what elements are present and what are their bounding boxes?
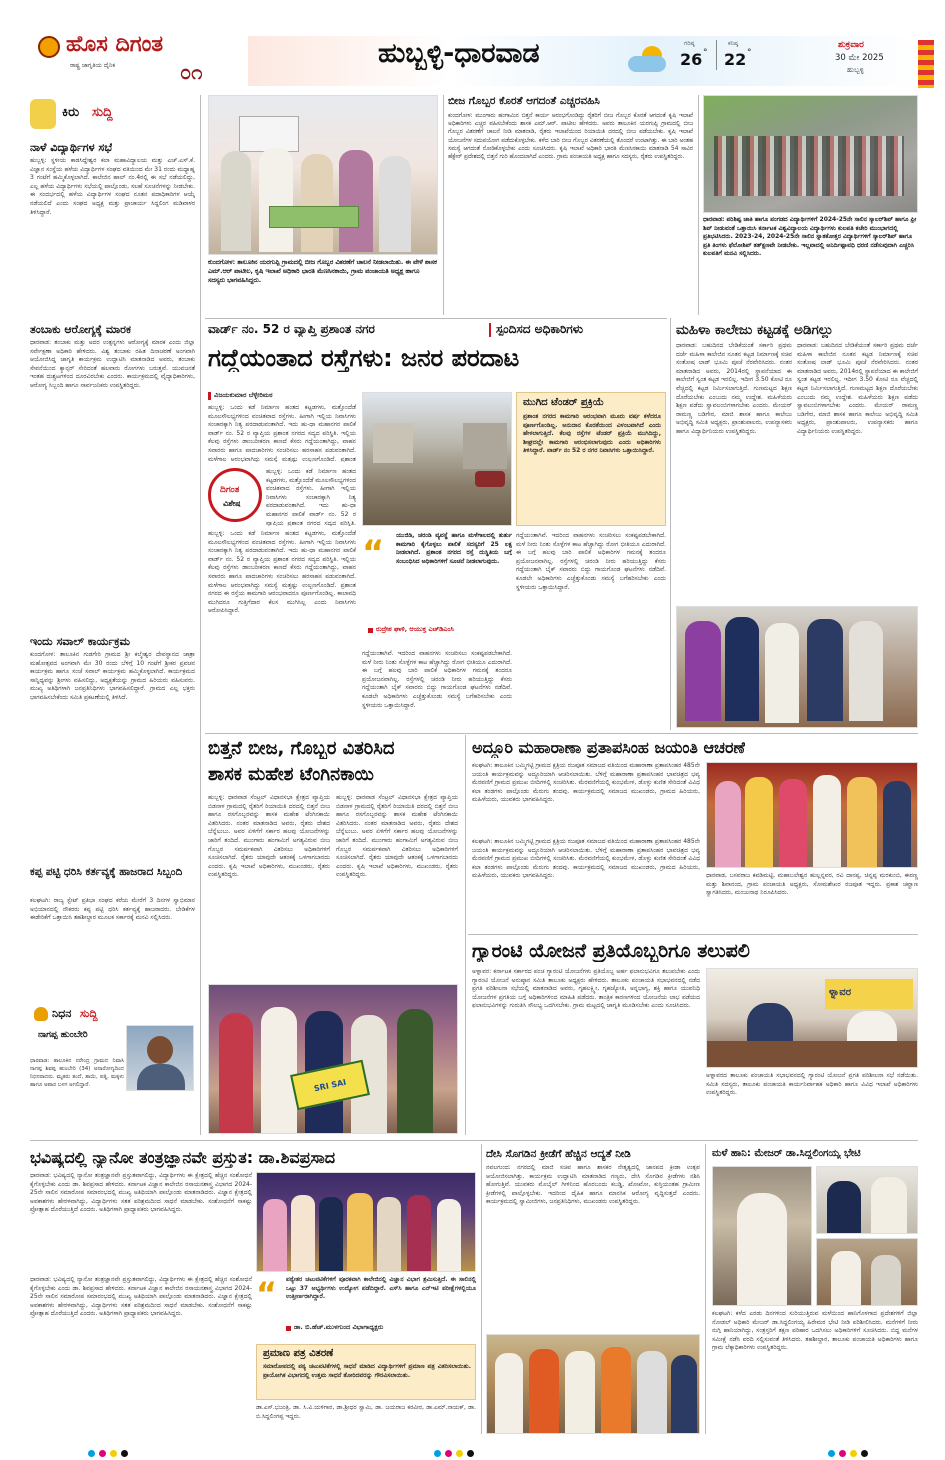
maharana-caption: ಧಾರವಾಡ, ಬಸವರಾಜ ಕವಡಿಮಟ್ಟಿ, ಮಹಾಬಲೇಶ್ವರ ಹುಲ್ಲನ್ನವರ, ರವಿ ದಾನಪ್ಪ, ಚಿನ್ನಪ್ಪ ಮರಕುಂಬಿ, ಈರಣ್ಣ ಮತ್ತು ಶಿವಾನಂದ, ಗ್ರಾಮ ಪಂಚಾಯತಿ ಅಧ್ಯಕ್ಷರು, ಸೋಮಶೇಖರ ರಜಪೂತ ಇದ್ದರು. ಪ್ರಕಾಶ ಚವ್ಹಾಣ ಸ್ವಾಗತಿಸಿದರು, ಮಂಜುನಾಥ ನಿರೂಪಿಸಿದರು. [706, 872, 918, 897]
temp-divider [716, 40, 717, 70]
obit-a: ನಿಧನ [52, 1007, 72, 1020]
page-number: ೦೧ [180, 60, 203, 84]
certificate-names: ಡಾ.ಎಸ್.ಭಜಂತ್ರಿ, ಡಾ. ಸಿ.ವಿ.ಯಳಿಗಾರ, ಡಾ.ಶ್ರೀಧರ ಸ್ವಾಮಿ, ಡಾ. ಜಯರಾಜ ಕರವೀರ, ಡಾ.ಎಮ್.ನಾಯಕ್, ಡಾ. ಬಿ.ಸಿದ್ದಲಿಂಗಪ್ಪ ಇದ್ದರು. [256, 1404, 476, 1420]
dot-black [121, 1450, 128, 1457]
quote-author-marker [368, 628, 373, 633]
dot-magenta [99, 1450, 106, 1457]
top-rule-2 [698, 95, 699, 315]
sports-photo [486, 1334, 700, 1434]
lead-top-rule [205, 318, 667, 319]
maharana-text: ಕಲಘಟಗಿ: ತಾಲೂಕಿನ ಬಮ್ಮಿಗಟ್ಟಿ ಗ್ರಾಮದ ಕ್ಷತ್ರಿಯ ರಜಪೂತ ಸಮಾಜದ ವತಿಯಿಂದ ಮಹಾರಾಣಾ ಪ್ರತಾಪಸಿಂಹರ 485ನೇ ಜಯಂತಿ ಕಾರ್ಯಕ್ರಮವನ್ನು ಅದ್ದೂರಿಯಾಗಿ ಆಚರಿಸಲಾಯಿತು. ಬೆಳಿಗ್ಗೆ ಮಹಾರಾಣಾ ಪ್ರತಾಪಸಿಂಹರ ಭಾವಚಿತ್ರದ ಭವ್ಯ ಮೆರವಣಿಗೆ ಗ್ರಾಮದ ಪ್ರಮುಖ ಬೀದಿಗಳಲ್ಲಿ ಸಂಚರಿಸಿತು. ಮೆರವಣಿಗೆಯಲ್ಲಿ ಕುಂಭಮೇಳ, ಡೊಳ್ಳು ಕುಣಿತ ಸೇರಿದಂತೆ ವಿವಿಧ ಕಲಾ ತಂಡಗಳು ಪಾಲ್ಗೊಂಡು ಮೆರುಗು ತಂದವು. ಕಾರ್ಯಕ್ರಮದಲ್ಲಿ ಸಮಾಜದ ಮುಖಂಡರು, ಗ್ರಾಮದ ಹಿರಿಯರು, ಮಹಿಳೆಯರು, ಯುವಕರು ಭಾಗವಹಿಸಿದ್ದರು. [472, 762, 700, 804]
issue-city: ಹುಬ್ಬಳ್ಳಿ [847, 66, 864, 74]
temp-max-label: ಗರಿಷ್ಠ [684, 40, 695, 47]
maharana-headline: ಅದ್ದೂರಿ ಮಹಾರಾಣಾ ಪ್ರತಾಪಸಿಂಹ ಜಯಂತಿ ಆಚರಣೆ [472, 738, 746, 757]
lead-quote-block [362, 532, 512, 642]
masthead [0, 0, 945, 88]
top-rule-1 [443, 95, 444, 315]
tender-box-title: ಮುಗಿದ ಟೆಂಡರ್ ಪ್ರಕ್ರಿಯೆ [523, 397, 604, 408]
college-foundation-photo [676, 606, 918, 728]
paper-name: ಹೊಸ ದಿಗಂತ [66, 32, 164, 57]
guarantee-top-rule [468, 934, 918, 935]
dot-yellow [110, 1450, 117, 1457]
sports-text: ನವಲಗುಂದ: ನಗರದಲ್ಲಿ ಮಾಜಿ ಸಚಿವ ಹಾಗೂ ಶಾಸಕರ ನೇತೃತ್ವದಲ್ಲಿ ಜಾನಪದ ಕ್ರೀಡಾ ಉತ್ಸವ ಆಯೋಜಿಸಲಾಗಿತ್ತು. ಕಾರ್ಯಕ್ರಮ ಉದ್ಘಾಟಿಸಿ ಮಾತನಾಡಿದ ಗಣ್ಯರು, ದೇಸಿ ಸೊಗಡಿನ ಕ್ರೀಡೆಗಳು ನಶಿಸಿ ಹೋಗುತ್ತಿವೆ. ಯುವಕರು ಮೊಬೈಲ್ ಗೀಳಿನಿಂದ ಹೊರಬಂದು ಕಬಡ್ಡಿ, ಖೋಖೋ, ಕುಸ್ತಿಯಂತಹ ಗ್ರಾಮೀಣ ಕ್ರೀಡೆಗಳಲ್ಲಿ ಪಾಲ್ಗೊಳ್ಳಬೇಕು. ಇದರಿಂದ ದೈಹಿಕ ಹಾಗೂ ಮಾನಸಿಕ ಆರೋಗ್ಯ ವೃದ್ಧಿಸುತ್ತದೆ ಎಂದರು. ಕಾರ್ಯಕ್ರಮದಲ್ಲಿ ಸ್ವಾಮೀಜಿಗಳು, ಜನಪ್ರತಿನಿಧಿಗಳು, ಮುಖಂಡರು ಉಪಸ್ಥಿತರಿದ್ದರು. [486, 1164, 700, 1206]
lead-col1-bottom: ಹುಬ್ಬಳ್ಳಿ: ಒಂದು ಕಡೆ ನಿರ್ಮಾಣ ಹಂತದ ಕಟ್ಟಡಗಳು, ಮತ್ತೊಂದೆಡೆ ಮೂಲಸೌಲಭ್ಯಗಳಿಂದ ವಂಚಿತವಾದ ರಸ್ತೆಗಳು. ಹೀಗಾಗಿ ಇಲ್ಲಿಯ ನಿವಾಸಿಗಳು ಸಂಚಾರಕ್ಕಾಗಿ ನಿತ್ಯ ಪರದಾಡುವಂತಾಗಿದೆ. ಇದು ಹು-ಧಾ ಮಹಾನಗರ ಪಾಲಿಕೆ ವಾರ್ಡ್ ನಂ. 52 ರ ವ್ಯಾಪ್ತಿಯ ಪ್ರಶಾಂತ ನಗರದ ಸದ್ಯದ ಪರಿಸ್ಥಿತಿ. ಇಲ್ಲಿಯ ಕೆಲವು ರಸ್ತೆಗಳು ಡಾಂಬರೀಕರಣ ಕಾಣದೆ ಕೆಸರು ಗದ್ದೆಯಂತಾಗಿದ್ದು, ವಾಹನ ಸವಾರರು ಹಾಗೂ ಪಾದಚಾರಿಗಳು ಸಂಚರಿಸಲು ಹರಸಾಹಸ ಪಡುವಂತಾಗಿದೆ. ಮಳೆಗಾಲ ಆರಂಭವಾಗಿದ್ದು ಸಮಸ್ಯೆ ಮತ್ತಷ್ಟು ಉಲ್ಬಣಗೊಂಡಿದೆ. ಪ್ರಶಾಂತ ನಗರದ ಈ ರಸ್ತೆಯ ಕಾಮಗಾರಿ ಆರಂಭವಾದರೂ ಪೂರ್ಣಗೊಂಡಿಲ್ಲ. ಕಾಲಾವಧಿ ಮುಗಿದರೂ ಗುತ್ತಿಗೆದಾರ ಕೆಲಸ ಮುಗಿಸಿಲ್ಲ ಎಂದು ನಿವಾಸಿಗಳು ಆರೋಪಿಸಿದ್ದಾರೆ. [208, 530, 356, 615]
dot-yellow [456, 1450, 463, 1457]
lead-kicker-divider [489, 323, 491, 337]
nano-text-col1: ಧಾರವಾಡ: ಭವಿಷ್ಯದಲ್ಲಿ ನ್ಯಾನೋ ತಂತ್ರಜ್ಞಾನವೇ ಪ್ರಸ್ತುತವಾಗಲಿದ್ದು, ವಿದ್ಯಾರ್ಥಿಗಳು ಈ ಕ್ಷೇತ್ರದಲ್ಲಿ ಹೆಚ್ಚಿನ ಸಂಶೋಧನೆ ಕೈಗೊಳ್ಳಬೇಕು ಎಂದು ಡಾ. ಶಿವಪ್ರಸಾದ ಹೇಳಿದರು. ಕರ್ನಾಟಕ ವಿಜ್ಞಾನ ಕಾಲೇಜಿನ ರಸಾಯನಶಾಸ್ತ್ರ ವಿಭಾಗದ 2024-25ನೇ ಸಾಲಿನ ಸಮಾರೋಪ ಸಮಾರಂಭದಲ್ಲಿ ಮುಖ್ಯ ಅತಿಥಿಯಾಗಿ ಪಾಲ್ಗೊಂಡು ಮಾತನಾಡಿದರು. ವಿಜ್ಞಾನ ಕ್ಷೇತ್ರದಲ್ಲಿ ಅವಕಾಶಗಳು ಹೇರಳವಾಗಿದ್ದು, ವಿದ್ಯಾರ್ಥಿಗಳು ಸತತ ಪರಿಶ್ರಮದಿಂದ ಸಾಧನೆ ಮಾಡಬೇಕು. ಸಂಶೋಧನೆಗೆ ಸಾಕಷ್ಟು ಪ್ರೋತ್ಸಾಹ ದೊರೆಯುತ್ತಿದೆ ಎಂದರು. ಅತಿಥಿಗಳಾಗಿ ಪ್ರಾಧ್ಯಾಪಕರು ಭಾಗವಹಿಸಿದ್ದರು. [30, 1172, 252, 1214]
weather-cloud-icon [628, 46, 666, 72]
masthead-logo-block [30, 32, 250, 84]
brief-4-heading: ಕಪ್ಪ ಪಟ್ಟಿ ಧರಿಸಿ ಕರ್ತವ್ಯಕ್ಕೆ ಹಾಜರಾದ ಸಿಬ್ಬಂದಿ [30, 866, 183, 878]
edition-title: ಹುಬ್ಬಳ್ಳಿ-ಧಾರವಾಡ [378, 38, 540, 69]
seed-distribution-photo [208, 95, 438, 255]
temp-min-label: ಕನಿಷ್ಠ [728, 40, 739, 47]
brief-3-heading: ಇಂದು ಸವಾಲ್ ಕಾರ್ಯಕ್ರಮ [30, 635, 130, 648]
obit-photo [126, 1025, 194, 1091]
seed-story-headline-1: ಬಿತ್ತನೆ ಬೀಜ, ಗೊಬ್ಬರ ವಿತರಿಸಿದ [208, 738, 395, 759]
bottom-rule-2 [481, 1144, 482, 1434]
temp-max-value: 26 [680, 50, 703, 69]
tender-box-text: ಪ್ರಶಾಂತ ನಗರದ ಕಾಮಗಾರಿ ಆರಂಭವಾಗಿ ಮೂರು ವರ್ಷ ಕಳೆದರೂ ಪೂರ್ಣಗೊಂಡಿಲ್ಲ. ಅನುದಾನ ಕೊರತೆಯಿಂದ ವಿಳಂಬವಾಗಿದೆ ಎಂದು ಹೇಳಲಾಗುತ್ತಿದೆ. ಕೆಲವು ರಸ್ತೆಗಳ ಟೆಂಡರ್ ಪ್ರಕ್ರಿಯೆ ಮುಗಿದಿದ್ದು, ಶೀಘ್ರದಲ್ಲೇ ಕಾಮಗಾರಿ ಆರಂಭಿಸಲಾಗುವುದು ಎಂದು ಅಧಿಕಾರಿಗಳು ತಿಳಿಸಿದ್ದಾರೆ. ವಾರ್ಡ್ ನಂ 52 ರ ನಗರ ನಿವಾಸಿಗಳು ಒತ್ತಾಯಿಸಿದ್ದಾರೆ. [523, 413, 661, 455]
protest-caption: ಧಾರವಾಡ: ಪರಿಶಿಷ್ಟ ಜಾತಿ ಹಾಗೂ ಪಂಗಡದ ವಿದ್ಯಾರ್ಥಿಗಳಿಗೆ 2024-25ನೇ ಸಾಲಿನ ಸ್ಕಾಲರ್‌ಶಿಪ್ ಹಾಗೂ ಫ್ರೀ ಶಿಪ್ ನೀಡುವಂತೆ ಒತ್ತಾಯಿಸಿ ಕರ್ನಾಟಕ ವಿಶ್ವವಿದ್ಯಾಲಯ ವಿದ್ಯಾರ್ಥಿಗಳು ಕುಲಪತಿ ಕಚೇರಿ ಮುಂಭಾಗದಲ್ಲಿ ಪ್ರತಿಭಟಿಸಿದರು. 2023-24, 2024-25ನೇ ಸಾಲಿನ ಸ್ನಾತಕೋತ್ತರ ವಿದ್ಯಾರ್ಥಿಗಳಿಗೆ ಸ್ಕಾಲರ್‌ಶಿಪ್ ಹಾಗೂ ಪ್ರತಿ ತಿಂಗಳು ಫೆಲೋಶಿಪ್ ತತ್ಕ್ಷಣವೇ ನೀಡಬೇಕು. ಇಲ್ಲವಾದಲ್ಲಿ ಅನಿರ್ದಿಷ್ಟಾವಧಿ ಧರಣಿ ನಡೆಸುವುದಾಗಿ ಎಚ್ಚರಿಸಿ ಕುಲಪತಿಗೆ ಮನವಿ ಸಲ್ಲಿಸಿದರು. [703, 216, 917, 258]
brief-4-text: ಕಲಘಟಗಿ: ರಾಜ್ಯ ಸ್ಟೇಟ್ ಪ್ರತಿಭಾ ಸಂಘದ ಕರೆಯ ಮೇರೆಗೆ 3 ದಿನಗಳ ಸ್ವಾಭಿಮಾನ ಅಭಿಯಾನದಲ್ಲಿ ನೌಕರರು ಕಪ್ಪ ಪಟ್ಟಿ ಧರಿಸಿ ಕರ್ತವ್ಯಕ್ಕೆ ಹಾಜರಾದರು. ಬೇಡಿಕೆಗಳ ಈಡೇರಿಕೆಗೆ ಒತ್ತಾಯಿಸಿ ತಹಶೀಲ್ದಾರ ಮೂಲಕ ಸರ್ಕಾರಕ್ಕೆ ಮನವಿ ಸಲ್ಲಿಸಿದರು. [30, 897, 195, 922]
lead-byline-icon [208, 392, 211, 400]
issue-date: 30 ಮೇ 2025 [835, 53, 884, 63]
dot-cyan [434, 1450, 441, 1457]
brief-2-text: ಧಾರವಾಡ: ತಂಬಾಕು ಮತ್ತು ಅದರ ಉತ್ಪನ್ನಗಳು ಆರೋಗ್ಯಕ್ಕೆ ಮಾರಕ ಎಂದು ಜಿಲ್ಲಾ ಸರ್ವೇಕ್ಷಣಾ ಅಧಿಕಾರಿ ಹೇಳಿದರು. ವಿಶ್ವ ತಂಬಾಕು ರಹಿತ ದಿನಾಚರಣೆ ಅಂಗವಾಗಿ ಆಯೋಜಿಸಿದ್ದ ಜಾಗೃತಿ ಕಾರ್ಯಕ್ರಮ ಉದ್ಘಾಟಿಸಿ ಮಾತನಾಡಿದ ಅವರು, ತಂಬಾಕು ಸೇವನೆಯಿಂದ ಕ್ಯಾನ್ಸರ್ ಸೇರಿದಂತೆ ಹಲವಾರು ರೋಗಗಳು ಬರುತ್ತವೆ. ಯುವಜನತೆ ಇಂತಹ ದುಶ್ಚಟಗಳಿಂದ ದೂರವಿರಬೇಕು ಎಂದರು. ಕಾರ್ಯಕ್ರಮದಲ್ಲಿ ವೈದ್ಯಾಧಿಕಾರಿಗಳು, ಆರೋಗ್ಯ ಸಿಬ್ಬಂದಿ ಹಾಗೂ ಸಾರ್ವಜನಿಕರು ಉಪಸ್ಥಿತರಿದ್ದರು. [30, 339, 195, 389]
dot-black [467, 1450, 474, 1457]
lamp-icon [34, 1007, 48, 1021]
temp-min-value: 22 [724, 50, 747, 69]
seed-story-headline-2: ಶಾಸಕ ಮಹೇಶ ಟೆಂಗಿನಕಾಯಿ [208, 764, 374, 785]
guarantee-text-col1: ಅಳ್ನಾವರ: ಕರ್ನಾಟಕ ಸರ್ಕಾರದ ಪಂಚ ಗ್ಯಾರಂಟಿ ಯೋಜನೆಗಳು ಪ್ರತಿಯೊಬ್ಬ ಅರ್ಹ ಫಲಾನುಭವಿಗೂ ತಲುಪಬೇಕು ಎಂದು ಗ್ಯಾರಂಟಿ ಯೋಜನೆ ಅನುಷ್ಠಾನ ಸಮಿತಿ ತಾಲೂಕು ಅಧ್ಯಕ್ಷರು ಹೇಳಿದರು. ತಾಲೂಕು ಪಂಚಾಯತಿ ಸಭಾಭವನದಲ್ಲಿ ನಡೆದ ಪ್ರಗತಿ ಪರಿಶೀಲನಾ ಸಭೆಯಲ್ಲಿ ಮಾತನಾಡಿದ ಅವರು, ಗೃಹಲಕ್ಷ್ಮೀ, ಗೃಹಜ್ಯೋತಿ, ಅನ್ನಭಾಗ್ಯ, ಶಕ್ತಿ ಹಾಗೂ ಯುವನಿಧಿ ಯೋಜನೆಗಳ ಪ್ರಗತಿಯ ಬಗ್ಗೆ ಅಧಿಕಾರಿಗಳಿಂದ ಮಾಹಿತಿ ಪಡೆದರು. ತಾಂತ್ರಿಕ ಕಾರಣಗಳಿಂದ ಯೋಜನೆಯ ಲಾಭ ಪಡೆಯದ ಫಲಾನುಭವಿಗಳನ್ನು ಗುರುತಿಸಿ ಸೌಲಭ್ಯ ಒದಗಿಸಬೇಕು. ಗ್ರಾಮ ಮಟ್ಟದಲ್ಲಿ ಜಾಗೃತಿ ಮೂಡಿಸಬೇಕು ಎಂದು ಸೂಚಿಸಿದರು. [472, 968, 700, 1010]
logo-emblem-icon [38, 36, 60, 58]
lead-headline: ಗದ್ದೆಯಂತಾದ ರಸ್ತೆಗಳು: ಜನರ ಪರದಾಟ [208, 344, 520, 372]
college-text-col2: ಧಾರವಾಡ: ಬಹುದಿನದ ಬೇಡಿಕೆಯಂತೆ ಸರ್ಕಾರಿ ಪ್ರಥಮ ದರ್ಜೆ ಮಹಿಳಾ ಕಾಲೇಜಿನ ನೂತನ ಕಟ್ಟಡ ನಿರ್ಮಾಣಕ್ಕೆ ಸಚಿವ ಸಂತೋಷ ಲಾಡ್ ಭೂಮಿ ಪೂಜೆ ನೆರವೇರಿಸಿದರು. ನಂತರ ಮಾತನಾಡಿದ ಅವರು, 2014ರಲ್ಲಿ ಸ್ಥಾಪನೆಯಾದ ಈ ಕಾಲೇಜಿಗೆ ಸ್ವಂತ ಕಟ್ಟಡ ಇರಲಿಲ್ಲ. ಇದೀಗ 3.50 ಕೋಟಿ ರೂ ವೆಚ್ಚದಲ್ಲಿ ಕಟ್ಟಡ ನಿರ್ಮಿಸಲಾಗುತ್ತಿದೆ. ಗುಣಮಟ್ಟದ ಶಿಕ್ಷಣ ದೊರೆಯಬೇಕು ಎಂಬುದು ನಮ್ಮ ಉದ್ದೇಶ. ಮಹಿಳೆಯರು ಶಿಕ್ಷಣ ಪಡೆದು ಸ್ವಾವಲಂಬಿಗಳಾಗಬೇಕು ಎಂದರು. ಮೇಯರ್ ರಾಮಣ್ಣ ಬಡಿಗೇರ, ಮಾಜಿ ಶಾಸಕ ಹಾಗೂ ಕಾಲೇಜು ಅಭಿವೃದ್ಧಿ ಸಮಿತಿ ಅಧ್ಯಕ್ಷರು, ಪ್ರಾಂಶುಪಾಲರು, ಉಪನ್ಯಾಸಕರು ಹಾಗೂ ವಿದ್ಯಾರ್ಥಿನಿಯರು ಉಪಸ್ಥಿತರಿದ್ದರು. [797, 342, 918, 435]
brief-2-heading: ತಂಬಾಕು ಆರೋಗ್ಯಕ್ಕೆ ಮಾರಕ [30, 323, 131, 336]
kiru-suddi-b: ಸುದ್ದಿ [92, 105, 113, 120]
college-headline: ಮಹಿಳಾ ಕಾಲೇಜು ಕಟ್ಟಡಕ್ಕೆ ಅಡಿಗಲ್ಲು [676, 322, 834, 338]
lead-byline: ವಿಜಯಕುಮಾರ ಬೆಳ್ಳೇರಿಮಠ [214, 391, 273, 399]
bottom-band-rule [30, 1140, 918, 1141]
nano-text-col1b: ಧಾರವಾಡ: ಭವಿಷ್ಯದಲ್ಲಿ ನ್ಯಾನೋ ತಂತ್ರಜ್ಞಾನವೇ ಪ್ರಸ್ತುತವಾಗಲಿದ್ದು, ವಿದ್ಯಾರ್ಥಿಗಳು ಈ ಕ್ಷೇತ್ರದಲ್ಲಿ ಹೆಚ್ಚಿನ ಸಂಶೋಧನೆ ಕೈಗೊಳ್ಳಬೇಕು ಎಂದು ಡಾ. ಶಿವಪ್ರಸಾದ ಹೇಳಿದರು. ಕರ್ನಾಟಕ ವಿಜ್ಞಾನ ಕಾಲೇಜಿನ ರಸಾಯನಶಾಸ್ತ್ರ ವಿಭಾಗದ 2024-25ನೇ ಸಾಲಿನ ಸಮಾರೋಪ ಸಮಾರಂಭದಲ್ಲಿ ಮುಖ್ಯ ಅತಿಥಿಯಾಗಿ ಪಾಲ್ಗೊಂಡು ಮಾತನಾಡಿದರು. ವಿಜ್ಞಾನ ಕ್ಷೇತ್ರದಲ್ಲಿ ಅವಕಾಶಗಳು ಹೇರಳವಾಗಿದ್ದು, ವಿದ್ಯಾರ್ಥಿಗಳು ಸತತ ಪರಿಶ್ರಮದಿಂದ ಸಾಧನೆ ಮಾಡಬೇಕು. ಸಂಶೋಧನೆಗೆ ಸಾಕಷ್ಟು ಪ್ರೋತ್ಸಾಹ ದೊರೆಯುತ್ತಿದೆ ಎಂದರು. ಅತಿಥಿಗಳಾಗಿ ಪ್ರಾಧ್ಯಾಪಕರು ಭಾಗವಹಿಸಿದ್ದರು. [30, 1276, 252, 1318]
guarantee-banner-text: ಳ್ನಾವರ [829, 987, 852, 998]
rain-headline: ಮಳೆ ಹಾನಿ: ಮೇಜರ್ ಡಾ.ಸಿದ್ದಲಿಂಗಯ್ಯ ಭೇಟಿ [712, 1148, 861, 1159]
nano-photo [256, 1172, 476, 1272]
dot-yellow [850, 1450, 857, 1457]
college-text-col1: ಧಾರವಾಡ: ಬಹುದಿನದ ಬೇಡಿಕೆಯಂತೆ ಸರ್ಕಾರಿ ಪ್ರಥಮ ದರ್ಜೆ ಮಹಿಳಾ ಕಾಲೇಜಿನ ನೂತನ ಕಟ್ಟಡ ನಿರ್ಮಾಣಕ್ಕೆ ಸಚಿವ ಸಂತೋಷ ಲಾಡ್ ಭೂಮಿ ಪೂಜೆ ನೆರವೇರಿಸಿದರು. ನಂತರ ಮಾತನಾಡಿದ ಅವರು, 2014ರಲ್ಲಿ ಸ್ಥಾಪನೆಯಾದ ಈ ಕಾಲೇಜಿಗೆ ಸ್ವಂತ ಕಟ್ಟಡ ಇರಲಿಲ್ಲ. ಇದೀಗ 3.50 ಕೋಟಿ ರೂ ವೆಚ್ಚದಲ್ಲಿ ಕಟ್ಟಡ ನಿರ್ಮಿಸಲಾಗುತ್ತಿದೆ. ಗುಣಮಟ್ಟದ ಶಿಕ್ಷಣ ದೊರೆಯಬೇಕು ಎಂಬುದು ನಮ್ಮ ಉದ್ದೇಶ. ಮಹಿಳೆಯರು ಶಿಕ್ಷಣ ಪಡೆದು ಸ್ವಾವಲಂಬಿಗಳಾಗಬೇಕು ಎಂದರು. ಮೇಯರ್ ರಾಮಣ್ಣ ಬಡಿಗೇರ, ಮಾಜಿ ಶಾಸಕ ಹಾಗೂ ಕಾಲೇಜು ಅಭಿವೃದ್ಧಿ ಸಮಿತಿ ಅಧ್ಯಕ್ಷರು, ಪ್ರಾಂಶುಪಾಲರು, ಉಪನ್ಯಾಸಕರು ಹಾಗೂ ವಿದ್ಯಾರ್ಥಿನಿಯರು ಉಪಸ್ಥಿತರಿದ್ದರು. [676, 342, 792, 435]
nano-quote-block [256, 1276, 476, 1340]
dot-cyan [828, 1450, 835, 1457]
lead-col2-bottom: ಗದ್ದೆಯಂತಾಗಿವೆ. ಇದರಿಂದ ವಾಹನಗಳು ಸಂಚರಿಸಲು ಸಂಕಷ್ಟಪಡಬೇಕಾಗಿದೆ. ಮಳೆ ನೀರು ನಿಂತು ಸೊಳ್ಳೆಗಳ ಕಾಟ ಹೆಚ್ಚಾಗಿದ್ದು ರೋಗ ಭೀತಿಯೂ ಎದುರಾಗಿದೆ. ಈ ಬಗ್ಗೆ ಹಲವು ಬಾರಿ ಪಾಲಿಕೆ ಅಧಿಕಾರಿಗಳ ಗಮನಕ್ಕೆ ತಂದರೂ ಪ್ರಯೋಜನವಾಗಿಲ್ಲ. ರಸ್ತೆಗಳಲ್ಲಿ ಚರಂಡಿ ನೀರು ಹರಿಯುತ್ತಿದ್ದು ಕೆಸರು ಗದ್ದೆಯಂತಾಗಿ ಬೈಕ್ ಸವಾರರು ಬಿದ್ದು ಗಾಯಗೊಂಡ ಘಟನೆಗಳು ನಡೆದಿವೆ. ಕೂಡಲೇ ಅಧಿಕಾರಿಗಳು ಎಚ್ಚೆತ್ತುಕೊಂಡು ಸಮಸ್ಯೆ ಬಗೆಹರಿಸಬೇಕು ಎಂದು ಸ್ಥಳೀಯರು ಒತ್ತಾಯಿಸಿದ್ದಾರೆ. [362, 650, 512, 709]
rain-text: ಕಲಘಟಗಿ: ಕಳೆದ ಎರಡು ದಿನಗಳಿಂದ ಸುರಿಯುತ್ತಿರುವ ಮಳೆಯಿಂದ ಹಾನಿಗೊಳಗಾದ ಪ್ರದೇಶಗಳಿಗೆ ಜಿಲ್ಲಾ ನೋಡಲ್ ಅಧಿಕಾರಿ ಮೇಜರ್ ಡಾ.ಸಿದ್ದಲಿಂಗಯ್ಯ ಹಿರೇಮಠ ಭೇಟಿ ನೀಡಿ ಪರಿಶೀಲಿಸಿದರು. ಮನೆಗಳಿಗೆ ನೀರು ನುಗ್ಗಿ ಹಾನಿಯಾಗಿದ್ದು, ಸಂತ್ರಸ್ತರಿಗೆ ತಕ್ಷಣ ಪರಿಹಾರ ಒದಗಿಸಲು ಅಧಿಕಾರಿಗಳಿಗೆ ಸೂಚಿಸಿದರು. ಬಿದ್ದ ಮನೆಗಳ ಸಮೀಕ್ಷೆ ನಡೆಸಿ ವರದಿ ಸಲ್ಲಿಸುವಂತೆ ತಿಳಿಸಿದರು. ತಹಶೀಲ್ದಾರ, ತಾಲೂಕು ಪಂಚಾಯತಿ ಅಧಿಕಾರಿಗಳು ಹಾಗೂ ಗ್ರಾಮ ಲೆಕ್ಕಾಧಿಕಾರಿಗಳು ಉಪಸ್ಥಿತರಿದ್ದರು. [712, 1310, 918, 1352]
left-column-rule [200, 95, 201, 1135]
obit-text: ಧಾರವಾಡ: ತಾಲೂಕಿನ ನರೇಂದ್ರ ಗ್ರಾಮದ ನಿವಾಸಿ ನಾಗಪ್ಪ ಶಿವಪ್ಪ ಹುಂಬೇರಿ (34) ಅನಾರೋಗ್ಯದಿಂದ ನಿಧನರಾದರು. ಮೃತರು ತಂದೆ, ತಾಯಿ, ಪತ್ನಿ, ಮಕ್ಕಳು ಹಾಗೂ ಅಪಾರ ಬಳಗ ಅಗಲಿದ್ದಾರೆ. [30, 1058, 124, 1088]
kiru-suddi-header [30, 95, 195, 135]
obit-b: ಸುದ್ದಿ [80, 1007, 98, 1020]
nano-headline: ಭವಿಷ್ಯದಲ್ಲಿ ನ್ಯಾನೋ ತಂತ್ರಜ್ಞಾನವೇ ಪ್ರಸ್ತುತ: ಡಾ.ಶಿವಪ್ರಸಾದ [30, 1148, 336, 1167]
bottom-rule-3 [705, 1144, 706, 1434]
masthead-band [248, 36, 918, 86]
print-registration-dots-mid [432, 1442, 476, 1460]
seed-warning-text: ಕುಂದಗೋಳ: ಮುಂಗಾರು ಹಂಗಾಮಿನ ಬಿತ್ತನೆ ಕಾರ್ಯ ಆರಂಭಗೊಂಡಿದ್ದು ರೈತರಿಗೆ ಬೀಜ ಗೊಬ್ಬರ ಕೊರತೆ ಆಗದಂತೆ ಕೃಷಿ ಇಲಾಖೆ ಅಧಿಕಾರಿಗಳು ಎಚ್ಚರ ವಹಿಸಬೇಕೆಂದು ಶಾಸಕ ಎಮ್.ಆರ್. ಪಾಟೀಲ ಹೇಳಿದರು. ಅವರು ತಾಲೂಕಿನ ಯರಗುಪ್ಪಿ ಗ್ರಾಮದಲ್ಲಿ ಬೀಜ ಗೊಬ್ಬರ ವಿತರಣೆಗೆ ಚಾಲನೆ ನೀಡಿ ಮಾತನಾಡಿ, ರೈತರು ಇಲಾಖೆಯಿಂದ ರಿಯಾಯಿತಿ ದರದಲ್ಲಿ ಬೀಜ ಪಡೆಯಬೇಕು. ಕೃಷಿ ಇಲಾಖೆ ಯೋಜನೆಗಳ ಸದುಪಯೋಗ ಪಡೆದುಕೊಳ್ಳಬೇಕು. ಕಳೆದ ಬಾರಿ ಬೀಜ ಗೊಬ್ಬರ ವಿತರಣೆಯಲ್ಲಿ ತೊಂದರೆ ಉಂಟಾಗಿತ್ತು. ಈ ಬಾರಿ ಅಂತಹ ಸಮಸ್ಯೆ ಆಗದಂತೆ ನೋಡಿಕೊಳ್ಳಬೇಕು ಎಂದು ಸೂಚಿಸಿದರು. ಕೃಷಿ ಇಲಾಖೆ ಅಧಿಕಾರಿ ಭಾರತಿ ಮೆಣಸಿನಕಾಯಿ ಮಾತನಾಡಿ 54 ಸಾವಿರ ಹೆಕ್ಟೇರ್ ಪ್ರದೇಶದಲ್ಲಿ ಬಿತ್ತನೆ ಗುರಿ ಹೊಂದಲಾಗಿದೆ ಎಂದರು. ಗ್ರಾಮ ಪಂಚಾಯತಿ ಅಧ್ಯಕ್ಷ ಹಾಗೂ ಸದಸ್ಯರು, ರೈತರು ಉಪಸ್ಥಿತರಿದ್ದರು. [448, 113, 693, 161]
obituary-header [30, 1003, 195, 1025]
issue-day: ಶುಕ್ರವಾರ [838, 40, 864, 50]
rain-photo-2 [816, 1166, 918, 1234]
brief-1-text: ಹುಬ್ಬಳ್ಳಿ: ಸ್ಥಳೀಯ ಕಾಡಸಿದ್ದೇಶ್ವರ ಕಲಾ ಮಹಾವಿದ್ಯಾಲಯ ಮತ್ತು ಎಚ್.ಎಸ್.ಕೆ. ವಿಜ್ಞಾನ ಸಂಸ್ಥೆಯ ಹಳೆಯ ವಿದ್ಯಾರ್ಥಿಗಳ ಸಂಘದ ವತಿಯಿಂದ ಮೇ 31 ರಂದು ಮಧ್ಯಾಹ್ನ 3 ಗಂಟೆಗೆ ಹಮ್ಮಿಕೊಳ್ಳಲಾಗಿದೆ. ಕಾಲೇಜಿನ ಹಾಲ್ ನಂ.4ರಲ್ಲಿ ಈ ಸಭೆ ನಡೆಯಲಿದ್ದು, ಎಲ್ಲ ಹಳೆಯ ವಿದ್ಯಾರ್ಥಿಗಳು ಸಭೆಯಲ್ಲಿ ಪಾಲ್ಗೊಂಡು, ಸಲಹೆ ಸೂಚನೆಗಳನ್ನು ನೀಡಬೇಕು. ಈ ಸಂದರ್ಭದಲ್ಲಿ ಹಳೆಯ ವಿದ್ಯಾರ್ಥಿಗಳ ಸಂಘದ ನೂತನ ಪದಾಧಿಕಾರಿಗಳ ಆಯ್ಕೆ ನಡೆಯಲಿದೆ ಎಂದು ಸಂಘದ ಅಧ್ಯಕ್ಷ ಮತ್ತು ಪ್ರಾಚಾರ್ಯ ಸಿದ್ದಲಿಂಗ ಮಡಿವಾಳರ ತಿಳಿಸಿದ್ದಾರೆ. [30, 157, 195, 216]
guarantee-headline: ಗ್ಯಾರಂಟಿ ಯೋಜನೆ ಪ್ರತಿಯೊಬ್ಬರಿಗೂ ತಲುಪಲಿ [472, 940, 750, 962]
stamp-b: ವಿಶೇಷ [223, 499, 241, 508]
lead-col1-top: ಹುಬ್ಬಳ್ಳಿ: ಒಂದು ಕಡೆ ನಿರ್ಮಾಣ ಹಂತದ ಕಟ್ಟಡಗಳು, ಮತ್ತೊಂದೆಡೆ ಮೂಲಸೌಲಭ್ಯಗಳಿಂದ ವಂಚಿತವಾದ ರಸ್ತೆಗಳು. ಹೀಗಾಗಿ ಇಲ್ಲಿಯ ನಿವಾಸಿಗಳು ಸಂಚಾರಕ್ಕಾಗಿ ನಿತ್ಯ ಪರದಾಡುವಂತಾಗಿದೆ. ಇದು ಹು-ಧಾ ಮಹಾನಗರ ಪಾಲಿಕೆ ವಾರ್ಡ್ ನಂ. 52 ರ ವ್ಯಾಪ್ತಿಯ ಪ್ರಶಾಂತ ನಗರದ ಸದ್ಯದ ಪರಿಸ್ಥಿತಿ. ಇಲ್ಲಿಯ ಕೆಲವು ರಸ್ತೆಗಳು ಡಾಂಬರೀಕರಣ ಕಾಣದೆ ಕೆಸರು ಗದ್ದೆಯಂತಾಗಿದ್ದು, ವಾಹನ ಸವಾರರು ಹಾಗೂ ಪಾದಚಾರಿಗಳು ಸಂಚರಿಸಲು ಹರಸಾಹಸ ಪಡುವಂತಾಗಿದೆ. ಮಳೆಗಾಲ ಆರಂಭವಾಗಿದ್ದು ಸಮಸ್ಯೆ ಮತ್ತಷ್ಟು ಉಲ್ಬಣಗೊಂಡಿದೆ. ಪ್ರಶಾಂತ [208, 404, 356, 462]
lead-quote-author: ರುದ್ರೇಶ ಘಾಳಿ, ಆಯುಕ್ತ ಎಚ್‌ಡಿಎಂಸಿ [376, 625, 454, 633]
guarantee-caption: ಅಳ್ನಾವರದ ತಾಲೂಕು ಪಂಚಾಯತಿ ಸಭಾಭವನದಲ್ಲಿ ಗ್ಯಾರಂಟಿ ಯೋಜನೆ ಪ್ರಗತಿ ಪರಿಶೀಲನಾ ಸಭೆ ನಡೆಯಿತು. ಸಮಿತಿ ಸದಸ್ಯರು, ತಾಲೂಕು ಪಂಚಾಯತಿ ಕಾರ್ಯನಿರ್ವಾಹಕ ಅಧಿಕಾರಿ ಹಾಗೂ ವಿವಿಧ ಇಲಾಖೆ ಅಧಿಕಾರಿಗಳು ಉಪಸ್ಥಿತರಿದ್ದರು. [706, 1072, 918, 1097]
lead-col1-main: ಹುಬ್ಬಳ್ಳಿ: ಒಂದು ಕಡೆ ನಿರ್ಮಾಣ ಹಂತದ ಕಟ್ಟಡಗಳು, ಮತ್ತೊಂದೆಡೆ ಮೂಲಸೌಲಭ್ಯಗಳಿಂದ ವಂಚಿತವಾದ ರಸ್ತೆಗಳು. ಹೀಗಾಗಿ ಇಲ್ಲಿಯ ನಿವಾಸಿಗಳು ಸಂಚಾರಕ್ಕಾಗಿ ನಿತ್ಯ ಪರದಾಡುವಂತಾಗಿದೆ. ಇದು ಹು-ಧಾ ಮಹಾನಗರ ಪಾಲಿಕೆ ವಾರ್ಡ್ ನಂ. 52 ರ ವ್ಯಾಪ್ತಿಯ ಪ್ರಶಾಂತ ನಗರದ ಸದ್ಯದ ಪರಿಸ್ಥಿತಿ. [266, 468, 356, 526]
seed-warning-headline: ಬೀಜ ಗೊಬ್ಬರ ಕೊರತೆ ಆಗದಂತೆ ಎಚ್ಚರವಹಿಸಿ [448, 95, 600, 107]
guarantee-photo [706, 968, 918, 1068]
brief-1-heading: ನಾಳೆ ವಿದ್ಯಾರ್ಥಿಗಳ ಸಭೆ [30, 141, 113, 154]
print-registration-dots-right [826, 1442, 870, 1460]
protest-photo [703, 95, 918, 213]
dot-magenta [445, 1450, 452, 1457]
dot-black [861, 1450, 868, 1457]
tender-box [516, 392, 666, 526]
masthead-right-bar [918, 40, 934, 88]
nano-quote-author: ಡಾ. ಬಿ.ಹೆಚ್.ಮುಳಗುಂದ ವಿಭಾಗಾಧ್ಯಕ್ಷರು [294, 1323, 384, 1331]
lead-kicker-b: ಸ್ಪಂದಿಸದ ಅಧಿಕಾರಿಗಳು [496, 322, 584, 336]
sports-headline: ದೇಸಿ ಸೊಗಡಿನ ಕ್ರೀಡೆಗೆ ಹೆಚ್ಚಿನ ಆದ್ಯತೆ ನೀಡಿ [486, 1148, 631, 1160]
college-left-rule [670, 318, 671, 730]
certificate-box-title: ಪ್ರಮಾಣ ಪತ್ರ ವಿತರಣೆ [263, 1348, 334, 1359]
finger-icon [30, 99, 56, 129]
temp-min-degree: ° [747, 48, 752, 58]
nano-quote-text: ಪಠ್ಯೇತರ ಚಟುವಟಿಕೆಗಳಿಗೆ ಪೂರಕವಾಗಿ ಕಾಲೇಜಿನಲ್ಲಿ ವಿಜ್ಞಾನ ವಿಭಾಗ ಶ್ರಮಿಸುತ್ತಿದೆ. ಈ ಸಾಲಿನಲ್ಲಿ ಒಟ್ಟು 37 ಅಭ್ಯರ್ಥಿಗಳು ಉದ್ಯೋಗ ಪಡೆದಿದ್ದಾರೆ. ಎಸ್‌ಸಿ ಹಾಗೂ ಎನ್‌ಇಟಿ ಪರೀಕ್ಷೆಗಳಲ್ಲಿಯೂ ಉತ್ತೀರ್ಣರಾಗಿದ್ದಾರೆ. [286, 1276, 476, 1301]
maharana-text-2: ಕಲಘಟಗಿ: ತಾಲೂಕಿನ ಬಮ್ಮಿಗಟ್ಟಿ ಗ್ರಾಮದ ಕ್ಷತ್ರಿಯ ರಜಪೂತ ಸಮಾಜದ ವತಿಯಿಂದ ಮಹಾರಾಣಾ ಪ್ರತಾಪಸಿಂಹರ 485ನೇ ಜಯಂತಿ ಕಾರ್ಯಕ್ರಮವನ್ನು ಅದ್ದೂರಿಯಾಗಿ ಆಚರಿಸಲಾಯಿತು. ಬೆಳಿಗ್ಗೆ ಮಹಾರಾಣಾ ಪ್ರತಾಪಸಿಂಹರ ಭಾವಚಿತ್ರದ ಭವ್ಯ ಮೆರವಣಿಗೆ ಗ್ರಾಮದ ಪ್ರಮುಖ ಬೀದಿಗಳಲ್ಲಿ ಸಂಚರಿಸಿತು. ಮೆರವಣಿಗೆಯಲ್ಲಿ ಕುಂಭಮೇಳ, ಡೊಳ್ಳು ಕುಣಿತ ಸೇರಿದಂತೆ ವಿವಿಧ ಕಲಾ ತಂಡಗಳು ಪಾಲ್ಗೊಂಡು ಮೆರುಗು ತಂದವು. ಕಾರ್ಯಕ್ರಮದಲ್ಲಿ ಸಮಾಜದ ಮುಖಂಡರು, ಗ್ರಾಮದ ಹಿರಿಯರು, ಮಹಿಳೆಯರು, ಯುವಕರು ಭಾಗವಹಿಸಿದ್ದರು. [472, 838, 700, 880]
muddy-road-photo [362, 392, 512, 526]
seed-story-col2: ಹುಬ್ಬಳ್ಳಿ: ಧಾರವಾಡ ಸೆಂಟ್ರಲ್ ವಿಧಾನಸಭಾ ಕ್ಷೇತ್ರದ ವ್ಯಾಪ್ತಿಯ ಬಿಡನಾಳ ಗ್ರಾಮದಲ್ಲಿ ರೈತರಿಗೆ ರಿಯಾಯಿತಿ ದರದಲ್ಲಿ ಬಿತ್ತನೆ ಬೀಜ ಹಾಗೂ ರಸಗೊಬ್ಬರವನ್ನು ಶಾಸಕ ಮಹೇಶ ಟೆಂಗಿನಕಾಯಿ ವಿತರಿಸಿದರು. ನಂತರ ಮಾತನಾಡಿದ ಅವರು, ರೈತರು ದೇಶದ ಬೆನ್ನೆಲುಬು. ಅವರ ಏಳಿಗೆಗೆ ಸರ್ಕಾರ ಹಲವು ಯೋಜನೆಗಳನ್ನು ಜಾರಿಗೆ ತಂದಿದೆ. ಮುಂಗಾರು ಹಂಗಾಮಿಗೆ ಅಗತ್ಯವಿರುವ ಬೀಜ ಗೊಬ್ಬರ ಸಮರ್ಪಕವಾಗಿ ವಿತರಿಸಲು ಅಧಿಕಾರಿಗಳಿಗೆ ಸೂಚಿಸಲಾಗಿದೆ. ರೈತರು ಯಾವುದೇ ಆತಂಕಕ್ಕೆ ಒಳಗಾಗಬಾರದು ಎಂದರು. ಕೃಷಿ ಇಲಾಖೆ ಅಧಿಕಾರಿಗಳು, ಮುಖಂಡರು, ರೈತರು ಉಪಸ್ಥಿತರಿದ್ದರು. [336, 794, 458, 879]
seed-story-banner-text: SRI SAI [313, 1077, 347, 1094]
paper-tagline: ರಾಷ್ಟ್ರ ಜಾಗೃತಿಯ ದೈನಿಕ [70, 62, 116, 69]
kiru-suddi-a: ಕಿರು [62, 105, 80, 120]
band2-top-rule [205, 733, 918, 734]
guarantee-banner [825, 979, 913, 1009]
dot-magenta [839, 1450, 846, 1457]
seed-story-col1: ಹುಬ್ಬಳ್ಳಿ: ಧಾರವಾಡ ಸೆಂಟ್ರಲ್ ವಿಧಾನಸಭಾ ಕ್ಷೇತ್ರದ ವ್ಯಾಪ್ತಿಯ ಬಿಡನಾಳ ಗ್ರಾಮದಲ್ಲಿ ರೈತರಿಗೆ ರಿಯಾಯಿತಿ ದರದಲ್ಲಿ ಬಿತ್ತನೆ ಬೀಜ ಹಾಗೂ ರಸಗೊಬ್ಬರವನ್ನು ಶಾಸಕ ಮಹೇಶ ಟೆಂಗಿನಕಾಯಿ ವಿತರಿಸಿದರು. ನಂತರ ಮಾತನಾಡಿದ ಅವರು, ರೈತರು ದೇಶದ ಬೆನ್ನೆಲುಬು. ಅವರ ಏಳಿಗೆಗೆ ಸರ್ಕಾರ ಹಲವು ಯೋಜನೆಗಳನ್ನು ಜಾರಿಗೆ ತಂದಿದೆ. ಮುಂಗಾರು ಹಂಗಾಮಿಗೆ ಅಗತ್ಯವಿರುವ ಬೀಜ ಗೊಬ್ಬರ ಸಮರ್ಪಕವಾಗಿ ವಿತರಿಸಲು ಅಧಿಕಾರಿಗಳಿಗೆ ಸೂಚಿಸಲಾಗಿದೆ. ರೈತರು ಯಾವುದೇ ಆತಂಕಕ್ಕೆ ಒಳಗಾಗಬಾರದು ಎಂದರು. ಕೃಷಿ ಇಲಾಖೆ ಅಧಿಕಾರಿಗಳು, ಮುಖಂಡರು, ರೈತರು ಉಪಸ್ಥಿತರಿದ್ದರು. [208, 794, 330, 879]
band2-mid-rule [465, 735, 466, 1135]
lead-kicker-a: ವಾರ್ಡ್ ನಂ. 52 ರ ವ್ಯಾಪ್ತಿ ಪ್ರಶಾಂತ ನಗರ [208, 322, 375, 336]
print-registration-dots-left [86, 1442, 130, 1460]
certificate-box [256, 1344, 476, 1400]
stamp-a: ದಿಗಂತ [220, 485, 240, 495]
brief-3-text: ಕುಂದಗೋಳ: ತಾಲೂಕಿನ ಗುಡಗೇರಿ ಗ್ರಾಮದ ಶ್ರೀ ಕಲ್ಮೇಶ್ವರ ದೇವಸ್ಥಾನದ ಜಾತ್ರಾ ಮಹೋತ್ಸವದ ಅಂಗವಾಗಿ ಮೇ 30 ರಂದು ಬೆಳಿಗ್ಗೆ 10 ಗಂಟೆಗೆ ಶ್ರೀಕರ ಪ್ರವಚನ ಕಾರ್ಯಕ್ರಮ ಹಾಗೂ ಸಂಜೆ ಸವಾಲ್ ಕಾರ್ಯಕ್ರಮ ಹಮ್ಮಿಕೊಳ್ಳಲಾಗಿದೆ. ಕಾರ್ಯಕ್ರಮದ ಸಾನ್ನಿಧ್ಯವನ್ನು ಶ್ರೀಗಳು ವಹಿಸಲಿದ್ದು, ಅಧ್ಯಕ್ಷತೆಯನ್ನು ಗ್ರಾಮದ ಹಿರಿಯರು ವಹಿಸುವರು. ಮುಖ್ಯ ಅತಿಥಿಗಳಾಗಿ ಜನಪ್ರತಿನಿಧಿಗಳು ಭಾಗವಹಿಸಲಿದ್ದಾರೆ. ಗ್ರಾಮದ ಎಲ್ಲ ಭಕ್ತರು ಭಾಗವಹಿಸಬೇಕೆಂದು ಸಮಿತಿ ಪ್ರಕಟಣೆಯಲ್ಲಿ ತಿಳಿಸಿದೆ. [30, 651, 195, 701]
obit-name: ನಾಗಪ್ಪ ಹುಂಬೇರಿ [38, 1030, 88, 1040]
temp-max-degree: ° [703, 48, 708, 58]
lead-quote-text: ಯುಜಿಡಿ, ಚರಂಡಿ ವ್ಯವಸ್ಥೆ ಹಾಗೂ ಮಳೆಗಾಲದಲ್ಲಿ ತುರ್ತು ಕಾಮಗಾರಿ ಕೈಗೊಳ್ಳಲು ಪಾಲಿಕೆ ಸದಸ್ಯರಿಗೆ 25 ಲಕ್ಷ ನೀಡಲಾಗಿದೆ. ಪ್ರಶಾಂತ ನಗರದ ರಸ್ತೆ ದುಸ್ಥಿತಿಯ ಬಗ್ಗೆ ಸಂಬಂಧಿಸಿದ ಅಧಿಕಾರಿಗಳಿಗೆ ಸೂಚನೆ ನೀಡಲಾಗುವುದು. [396, 532, 512, 565]
lead-col3: ಗದ್ದೆಯಂತಾಗಿವೆ. ಇದರಿಂದ ವಾಹನಗಳು ಸಂಚರಿಸಲು ಸಂಕಷ್ಟಪಡಬೇಕಾಗಿದೆ. ಮಳೆ ನೀರು ನಿಂತು ಸೊಳ್ಳೆಗಳ ಕಾಟ ಹೆಚ್ಚಾಗಿದ್ದು ರೋಗ ಭೀತಿಯೂ ಎದುರಾಗಿದೆ. ಈ ಬಗ್ಗೆ ಹಲವು ಬಾರಿ ಪಾಲಿಕೆ ಅಧಿಕಾರಿಗಳ ಗಮನಕ್ಕೆ ತಂದರೂ ಪ್ರಯೋಜನವಾಗಿಲ್ಲ. ರಸ್ತೆಗಳಲ್ಲಿ ಚರಂಡಿ ನೀರು ಹರಿಯುತ್ತಿದ್ದು ಕೆಸರು ಗದ್ದೆಯಂತಾಗಿ ಬೈಕ್ ಸವಾರರು ಬಿದ್ದು ಗಾಯಗೊಂಡ ಘಟನೆಗಳು ನಡೆದಿವೆ. ಕೂಡಲೇ ಅಧಿಕಾರಿಗಳು ಎಚ್ಚೆತ್ತುಕೊಂಡು ಸಮಸ್ಯೆ ಬಗೆಹರಿಸಬೇಕು ಎಂದು ಸ್ಥಳೀಯರು ಒತ್ತಾಯಿಸಿದ್ದಾರೆ. [516, 532, 666, 591]
nano-quote-author-marker [286, 1326, 291, 1331]
rain-photo-3 [816, 1238, 918, 1306]
quote-mark-icon: “ [362, 533, 385, 573]
seed-distribution-caption: ಕುಂದಗೋಳ: ತಾಲೂಕಿನ ಯರಗುಪ್ಪಿ ಗ್ರಾಮದಲ್ಲಿ ಬೀಜ ಗೊಬ್ಬರ ವಿತರಣೆಗೆ ಚಾಲನೆ ನೀಡಲಾಯಿತು. ಈ ವೇಳೆ ಶಾಸಕ ಎಮ್.ಆರ್ ಪಾಟೀಲ, ಕೃಷಿ ಇಲಾಖೆ ಅಧಿಕಾರಿ ಭಾರತಿ ಮೆಣಸಿನಕಾಯಿ, ಗ್ರಾಮ ಪಂಚಾಯತಿ ಅಧ್ಯಕ್ಷ ಹಾಗೂ ಸದಸ್ಯರು ಭಾಗವಹಿಸಿದ್ದರು. [208, 259, 437, 284]
certificate-box-text: ಸಮಾರೋಪದಲ್ಲಿ ಪಠ್ಯ ಚಟುವಟಿಕೆಗಳಲ್ಲಿ ಸಾಧನೆ ಮಾಡಿದ ವಿದ್ಯಾರ್ಥಿಗಳಿಗೆ ಪ್ರಮಾಣ ಪತ್ರ ವಿತರಿಸಲಾಯಿತು. ಪ್ರಾಯೋಗಿಕ ವಿಭಾಗದಲ್ಲಿ ಉತ್ತಮ ಸಾಧನೆ ತೋರಿದವರನ್ನು ಗೌರವಿಸಲಾಯಿತು. [263, 1363, 471, 1379]
nano-quote-mark-icon: “ [256, 1275, 278, 1313]
seed-story-photo [208, 984, 458, 1134]
maharana-photo [706, 762, 918, 868]
digantha-special-stamp [208, 468, 262, 522]
dot-cyan [88, 1450, 95, 1457]
left-column [30, 95, 195, 1135]
rain-photo-1 [712, 1166, 812, 1306]
